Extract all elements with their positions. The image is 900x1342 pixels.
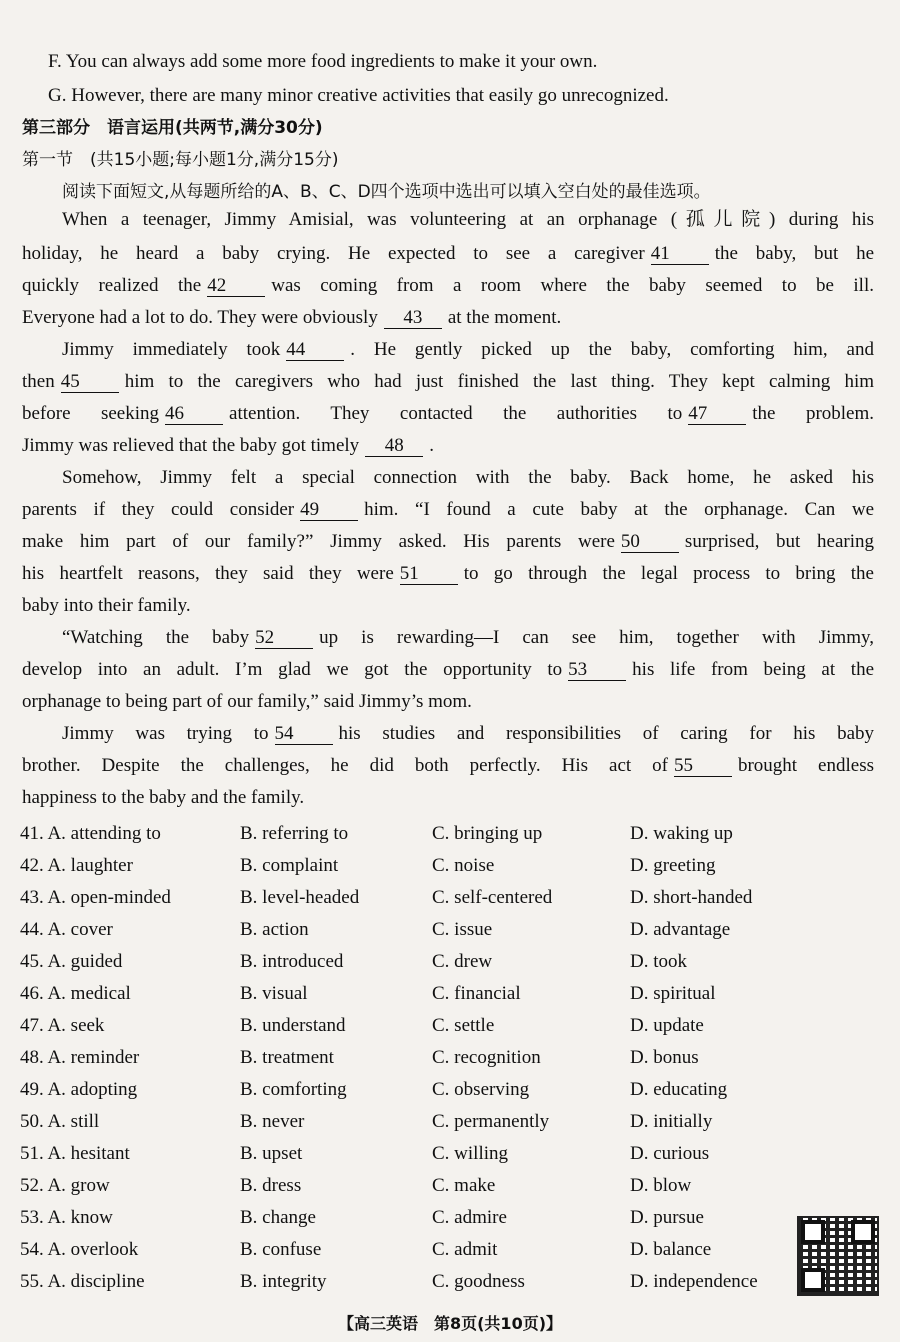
passage-line: “Watching the baby 52 up is rewarding—I can see him, together with Jimmy, <box>62 627 874 648</box>
option-a[interactable]: 49. A. adopting <box>20 1079 138 1100</box>
passage-line: before seeking 46 attention. They contacted the authorities to 47 the problem. <box>22 403 875 424</box>
option-d[interactable]: D. took <box>630 951 687 972</box>
passage-line: Jimmy immediately took 44 . He gently picked up the baby, comforting him, and <box>62 339 874 360</box>
qr-code-icon <box>797 1216 879 1296</box>
option-a[interactable]: 46. A. medical <box>20 983 131 1004</box>
option-b[interactable]: B. complaint <box>240 855 339 876</box>
instruction: 阅读下面短文,从每题所给的A、B、C、D四个选项中选出可以填入空白处的最佳选项。 <box>62 182 711 202</box>
passage-line: develop into an adult. I’m glad we got the opportunity to 53 his life from being at the <box>22 659 875 680</box>
option-b[interactable]: B. treatment <box>240 1047 334 1068</box>
option-d[interactable]: D. balance <box>630 1239 712 1260</box>
option-d[interactable]: D. spiritual <box>630 983 716 1004</box>
option-c[interactable]: C. issue <box>432 919 493 940</box>
passage-line: Jimmy was relieved that the baby got timely 48 . <box>22 435 434 456</box>
passage-line: his heartfelt reasons, they said they were 51 to go through the legal process to bring the <box>22 563 874 584</box>
options-row-54 <box>20 1238 880 1270</box>
page-footer: 【高三英语 第8页(共10页)】 <box>337 1314 563 1333</box>
options-row-43 <box>20 886 880 918</box>
option-c[interactable]: C. noise <box>432 855 495 876</box>
option-b[interactable]: B. visual <box>240 983 308 1004</box>
option-b[interactable]: B. confuse <box>240 1239 322 1260</box>
option-b[interactable]: B. comforting <box>240 1079 347 1100</box>
option-f: F. You can always add some more food ingredients to make it your own. <box>48 51 598 72</box>
option-d[interactable]: D. initially <box>630 1111 713 1132</box>
passage-line: When a teenager, Jimmy Amisial, was volunteering at an orphanage (孤儿院) during his <box>62 209 874 230</box>
blank-50: 50 <box>621 532 679 553</box>
blank-52: 52 <box>255 628 313 649</box>
option-b[interactable]: B. upset <box>240 1143 303 1164</box>
blank-42: 42 <box>207 276 265 297</box>
passage-line: brother. Despite the challenges, he did both perfectly. His act of 55 brought endless <box>22 755 874 776</box>
option-c[interactable]: C. recognition <box>432 1047 541 1068</box>
option-b[interactable]: B. integrity <box>240 1271 327 1292</box>
options-row-45 <box>20 950 880 982</box>
passage-line: Somehow, Jimmy felt a special connection with the baby. Back home, he asked his <box>62 467 874 488</box>
options-row-48 <box>20 1046 880 1078</box>
option-d[interactable]: D. short-handed <box>630 887 753 908</box>
blank-44: 44 <box>286 340 344 361</box>
blank-49: 49 <box>300 500 358 521</box>
option-a[interactable]: 42. A. laughter <box>20 855 133 876</box>
passage-line: quickly realized the 42 was coming from a room where the baby seemed to be ill. <box>22 275 874 296</box>
option-c[interactable]: C. settle <box>432 1015 495 1036</box>
blank-47: 47 <box>688 404 746 425</box>
options-row-50 <box>20 1110 880 1142</box>
blank-55: 55 <box>674 756 732 777</box>
passage-line: baby into their family. <box>22 595 191 616</box>
option-d[interactable]: D. advantage <box>630 919 731 940</box>
option-c[interactable]: C. financial <box>432 983 521 1004</box>
option-a[interactable]: 47. A. seek <box>20 1015 105 1036</box>
passage-line: parents if they could consider 49 him. “I found a cute baby at the orphanage. Can we <box>22 499 874 520</box>
option-d[interactable]: D. curious <box>630 1143 710 1164</box>
options-row-41 <box>20 822 880 854</box>
subsection-title: 第一节 (共15小题;每小题1分,满分15分) <box>22 150 339 170</box>
option-d[interactable]: D. pursue <box>630 1207 704 1228</box>
option-b[interactable]: B. action <box>240 919 309 940</box>
option-a[interactable]: 50. A. still <box>20 1111 100 1132</box>
passage-line: holiday, he heard a baby crying. He expected to see a caregiver 41 the baby, but he <box>22 243 875 264</box>
options-row-47 <box>20 1014 880 1046</box>
blank-43: 43 <box>384 308 442 329</box>
option-d[interactable]: D. greeting <box>630 855 716 876</box>
option-d[interactable]: D. update <box>630 1015 704 1036</box>
passage-line: orphanage to being part of our family,” said Jimmy’s mom. <box>22 691 472 712</box>
option-a[interactable]: 41. A. attending to <box>20 823 161 844</box>
option-c[interactable]: C. permanently <box>432 1111 550 1132</box>
option-d[interactable]: D. waking up <box>630 823 733 844</box>
passage-line: Everyone had a lot to do. They were obviously 43 at the moment. <box>22 307 562 328</box>
option-a[interactable]: 53. A. know <box>20 1207 113 1228</box>
passage-line: happiness to the baby and the family. <box>22 787 305 808</box>
option-c[interactable]: C. make <box>432 1175 496 1196</box>
part-title: 第三部分 语言运用(共两节,满分30分) <box>22 118 323 138</box>
blank-51: 51 <box>400 564 458 585</box>
option-b[interactable]: B. understand <box>240 1015 346 1036</box>
blank-46: 46 <box>165 404 223 425</box>
option-d[interactable]: D. bonus <box>630 1047 699 1068</box>
option-b[interactable]: B. never <box>240 1111 305 1132</box>
passage-line: Jimmy was trying to 54 his studies and responsibilities of caring for his baby <box>62 723 874 744</box>
option-b[interactable]: B. referring to <box>240 823 349 844</box>
blank-48: 48 <box>365 436 423 457</box>
passage-line: then 45 him to the caregivers who had just finished the last thing. They kept calming him <box>22 371 874 392</box>
option-c[interactable]: C. admit <box>432 1239 498 1260</box>
option-d[interactable]: D. independence <box>630 1271 758 1292</box>
option-a[interactable]: 54. A. overlook <box>20 1239 139 1260</box>
option-b[interactable]: B. dress <box>240 1175 302 1196</box>
option-b[interactable]: B. introduced <box>240 951 344 972</box>
option-c[interactable]: C. self-centered <box>432 887 553 908</box>
option-b[interactable]: B. change <box>240 1207 316 1228</box>
option-a[interactable]: 51. A. hesitant <box>20 1143 130 1164</box>
passage-line: make him part of our family?” Jimmy asked. His parents were 50 surprised, but hearing <box>22 531 875 552</box>
blank-41: 41 <box>651 244 709 265</box>
option-a[interactable]: 52. A. grow <box>20 1175 110 1196</box>
options-row-49 <box>20 1078 880 1110</box>
blank-54: 54 <box>275 724 333 745</box>
blank-45: 45 <box>61 372 119 393</box>
option-c[interactable]: C. willing <box>432 1143 509 1164</box>
option-c[interactable]: C. drew <box>432 951 493 972</box>
options-row-44 <box>20 918 880 950</box>
option-a[interactable]: 44. A. cover <box>20 919 113 940</box>
options-row-53 <box>20 1206 880 1238</box>
options-row-55 <box>20 1270 880 1302</box>
option-c[interactable]: C. observing <box>432 1079 530 1100</box>
options-row-42 <box>20 854 880 886</box>
options-row-46 <box>20 982 880 1014</box>
option-d[interactable]: D. educating <box>630 1079 728 1100</box>
option-a[interactable]: 43. A. open-minded <box>20 887 171 908</box>
option-a[interactable]: 55. A. discipline <box>20 1271 145 1292</box>
option-a[interactable]: 48. A. reminder <box>20 1047 140 1068</box>
option-d[interactable]: D. blow <box>630 1175 692 1196</box>
blank-53: 53 <box>568 660 626 681</box>
option-c[interactable]: C. bringing up <box>432 823 543 844</box>
options-row-52 <box>20 1174 880 1206</box>
option-c[interactable]: C. goodness <box>432 1271 525 1292</box>
option-a[interactable]: 45. A. guided <box>20 951 123 972</box>
option-b[interactable]: B. level-headed <box>240 887 360 908</box>
options-row-51 <box>20 1142 880 1174</box>
option-c[interactable]: C. admire <box>432 1207 507 1228</box>
option-g: G. However, there are many minor creative activities that easily go unrecognized. <box>48 85 669 106</box>
